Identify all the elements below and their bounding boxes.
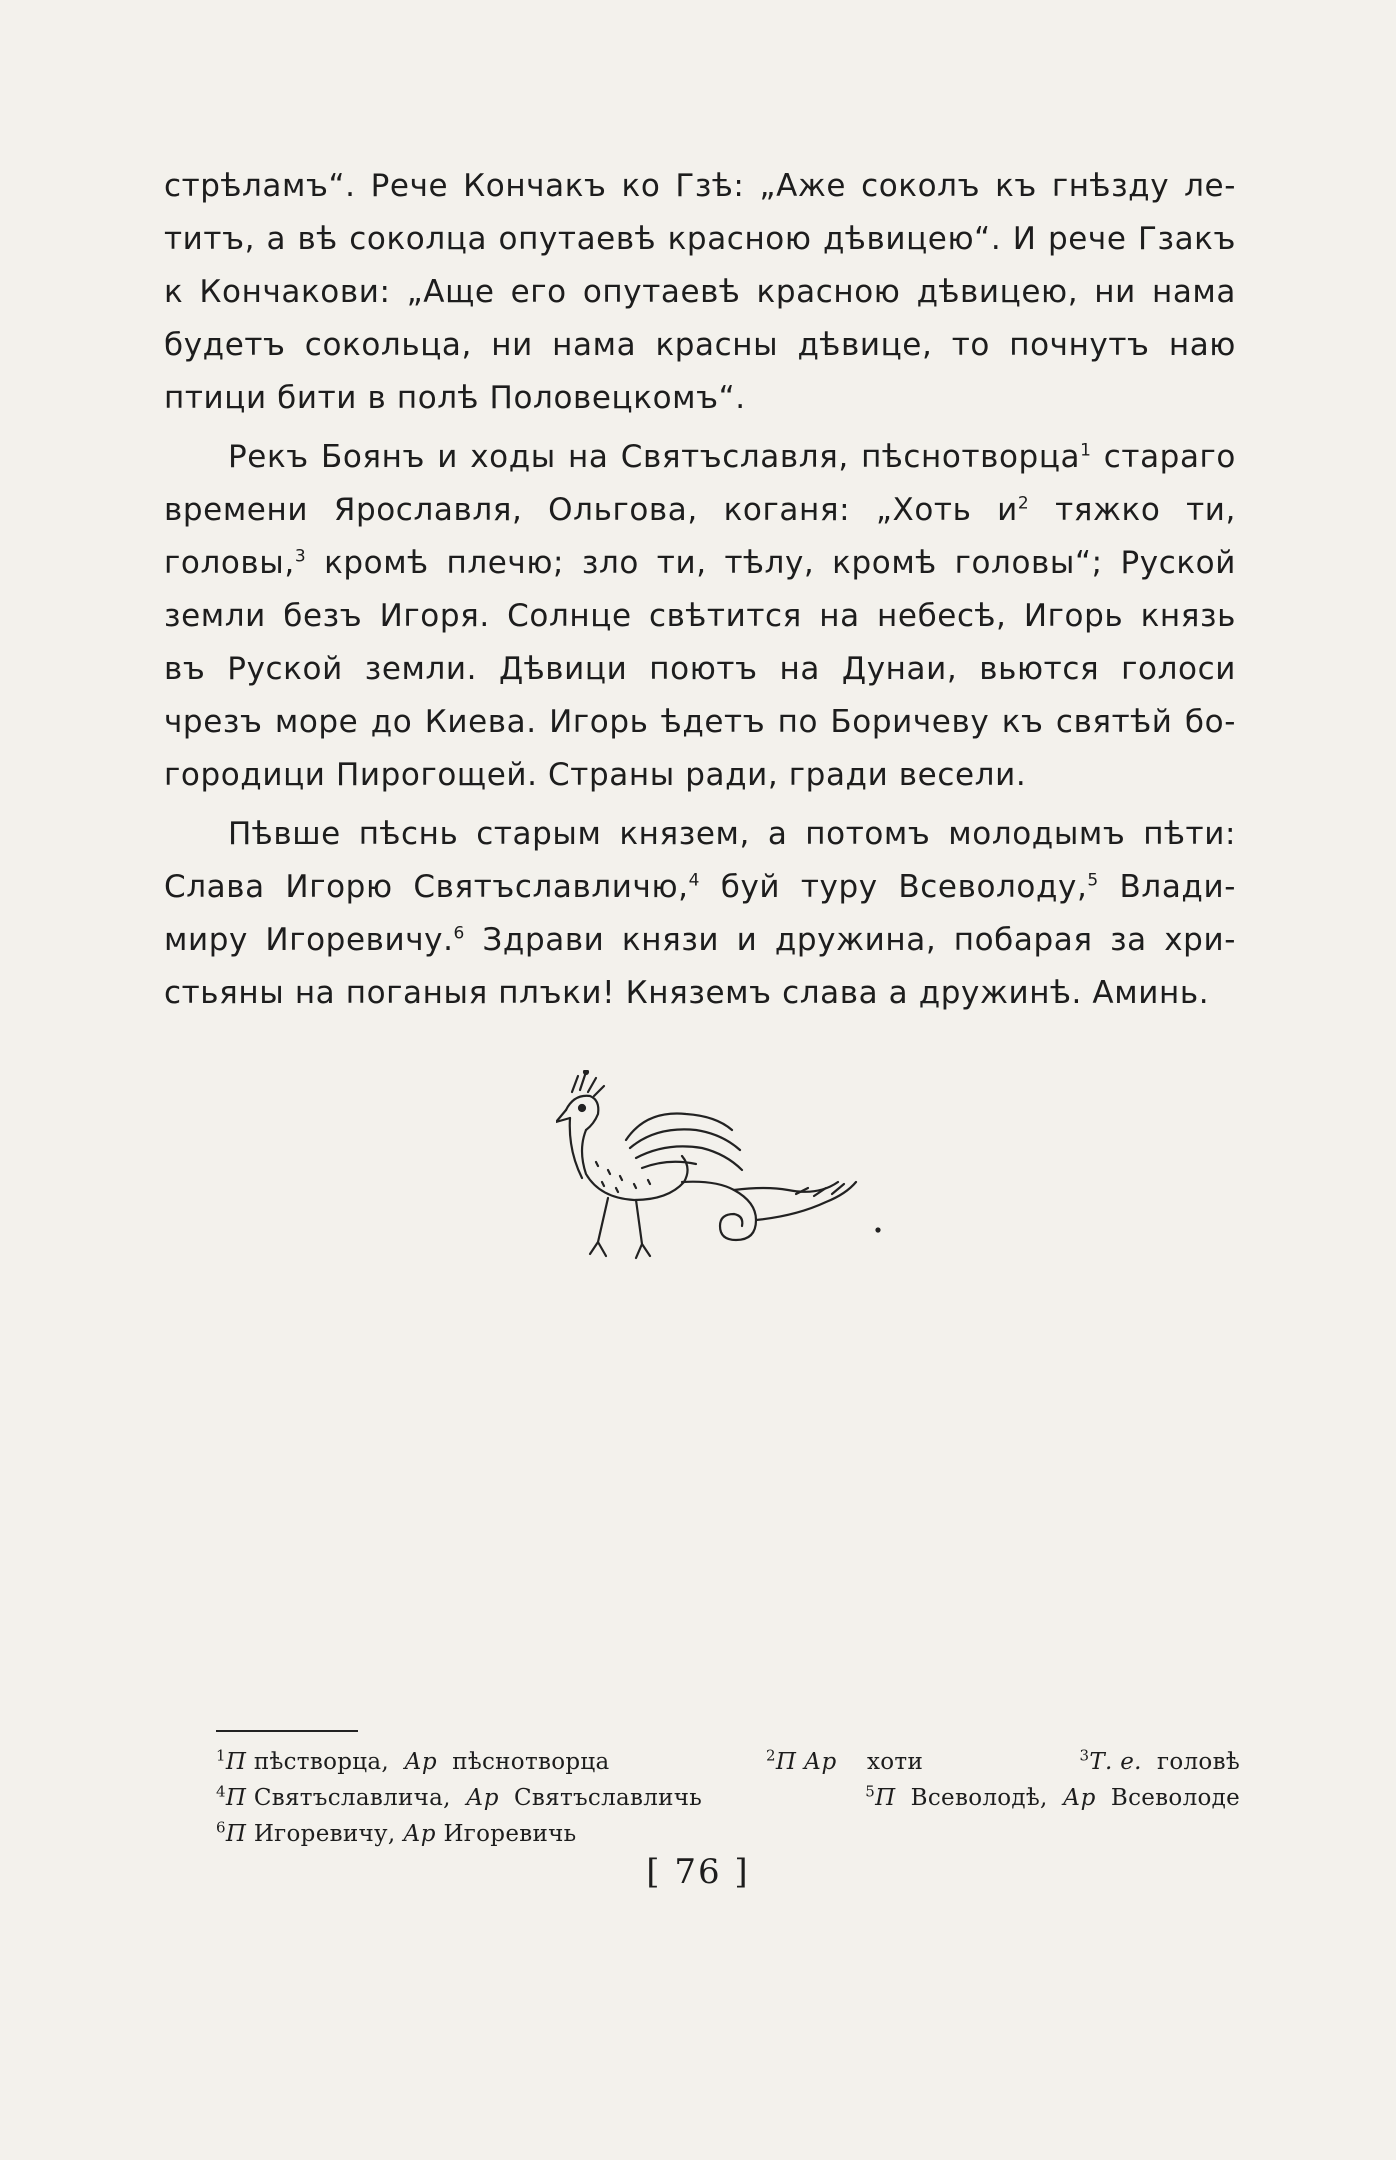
footnote-divider <box>216 1730 358 1732</box>
text-line: титъ, а вѣ соколца опутаевѣ красною дѣвицею“. И рече Гзакъ <box>164 221 1236 257</box>
text-line: въ Руской земли. Дѣвици поютъ на Дунаи, вьются голоси <box>164 651 1236 687</box>
text-segment: кромѣ плечю; зло ти, тѣлу, кромѣ головы“; Руской <box>306 545 1236 581</box>
text-line <box>164 484 1236 537</box>
footnote-ref: 6 <box>453 923 465 944</box>
text-line: птици бити в полѣ Половецкомъ“. <box>164 380 746 416</box>
footnote-ref: 4 <box>688 870 701 891</box>
footnote-ref: 2 <box>1017 493 1030 514</box>
footnotes <box>216 1744 1240 1852</box>
text-line <box>164 537 1236 590</box>
text-segment: Влади- <box>1098 869 1236 905</box>
footnote-3: $^3$Т. е. головѣ <box>1079 1746 1240 1775</box>
text-segment: времени Ярославля, Ольгова, коганя: „Хоть и <box>164 492 1018 528</box>
text-line: будетъ сокольца, ни нама красны дѣвице, то почнутъ наю <box>164 327 1236 363</box>
text-line: стрѣламъ“. Рече Кончакъ ко Гзѣ: „Аже соколъ къ гнѣзду ле- <box>164 168 1236 204</box>
text-segment: стараго <box>1091 439 1236 475</box>
text-segment: Пѣвше пѣснь старым князем, а потомъ молодымъ пѣти: <box>228 816 1236 852</box>
text-segment: миру Игоревичу. <box>164 922 454 958</box>
paragraph-1 <box>164 160 1236 425</box>
page-number: [ 76 ] <box>646 1852 750 1892</box>
footnote-ref: 5 <box>1087 870 1099 891</box>
paragraph-3 <box>164 808 1236 1020</box>
text-segment: Здрави князи и дружина, побарая за хри- <box>464 922 1236 958</box>
text-segment: тяжко ти, <box>1029 492 1236 528</box>
footnote-line-2 <box>216 1780 1240 1816</box>
footnote-4: $^4$П Святъславлича, Ар Святъславличь <box>216 1782 703 1811</box>
paragraph-2 <box>164 431 1236 802</box>
footnote-5: $^5$П Всеволодѣ, Ар Всеволоде <box>865 1782 1240 1811</box>
text-segment: буй туру Всеволоду, <box>700 869 1088 905</box>
footnote-6: $^6$П Игоревичу, Ар Игоревичь <box>216 1818 577 1847</box>
main-text <box>164 160 1236 1020</box>
footnote-2: $^2$П Ар хоти <box>765 1746 924 1775</box>
text-line: городици Пирогощей. Страны ради, гради весели. <box>164 757 1027 793</box>
footnote-line-1 <box>216 1744 1240 1780</box>
text-line <box>164 914 1236 967</box>
text-line: стьяны на поганыя плъки! Княземъ слава а дружинѣ. Аминь. <box>164 975 1210 1011</box>
text-line <box>164 808 1236 861</box>
text-segment: Рекъ Боянъ и ходы на Святъславля, пѣснотворца <box>228 439 1081 475</box>
footnote-ref: 1 <box>1080 440 1092 461</box>
footnote-ref: 3 <box>294 546 307 567</box>
text-line <box>164 431 1236 484</box>
text-line: земли безъ Игоря. Солнце свѣтится на небесѣ, Игорь князь <box>164 598 1236 634</box>
text-line <box>164 861 1236 914</box>
text-segment: Слава Игорю Святъславличю, <box>164 869 689 905</box>
text-line: к Кончакови: „Аще его опутаевѣ красною дѣвицею, ни нама <box>164 274 1236 310</box>
footnote-line-3 <box>216 1816 1240 1852</box>
text-segment: головы, <box>164 545 295 581</box>
footnote-1: $^1$П пѣстворца, Ар пѣснотворца <box>216 1746 610 1775</box>
text-line: чрезъ море до Киева. Игорь ѣдетъ по Боричеву къ святѣй бо- <box>164 704 1236 740</box>
firebird-ornament-icon <box>556 1070 886 1270</box>
